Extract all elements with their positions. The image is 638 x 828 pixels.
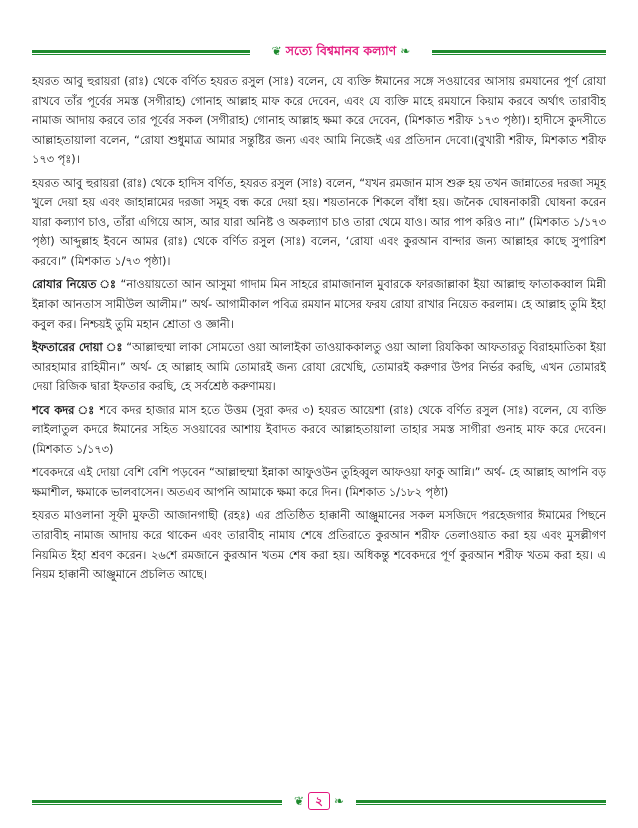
floral-ornament-left-icon: ❦ — [293, 794, 304, 808]
paragraph-1 — [32, 72, 606, 170]
fasting-intention-heading: রোযার নিয়েত ঃ — [32, 278, 117, 292]
paragraph-shab-e-qadr — [32, 401, 606, 460]
header-title-plate — [250, 41, 432, 61]
paragraph-2 — [32, 174, 606, 272]
paragraph-6 — [32, 463, 606, 502]
header-title: সত্যে বিশ্বমানব কল্যাণ — [285, 43, 397, 58]
floral-ornament-right-icon: ❧ — [334, 794, 345, 808]
paragraph-1-text: হযরত আবু হুরায়রা (রাঃ) থেকে বর্ণিত হযরত রসুল (সাঃ) বলেন, যে ব্যক্তি ঈমানের সঙ্গে সওয়াবের আসায় রমযানের পূর্ণ রোযা রাখবে তাঁর পূর্বের সমস্ত (সগীরাহ) গোনাহ আল্লাহ মাফ করে দেবেন, এবং যে ব্যক্তি মাহে রমযানে কিয়াম করবে অর্থাৎ তারাবীহ নামাজ আদায় করবে তার পূর্বের সকল (সগীরাহ) গোনাহ আল্লাহ ক্ষমা করে দেবেন, (মিশকাত শরীফ ১৭৩ পৃষ্ঠা)। হাদীসে কুদসীতে আল্লাহতায়ালা বলেন, “রোযা শুধুমাত্র আমার সন্তুষ্টির জন্য এবং আমি নিজেই এর প্রতিদান দেবো।(বুখারী শরীফ, মিশকাত শরীফ ১৭৩ পৃঃ)। — [32, 75, 606, 167]
page-number: ২ — [308, 792, 330, 810]
shab-e-qadr-heading: শবে কদর ঃ — [32, 403, 96, 417]
paragraph-7 — [32, 506, 606, 584]
header-banner — [32, 41, 606, 61]
paragraph-fasting-intention — [32, 275, 606, 334]
fasting-intention-text: “নাওয়ায়তো আন আসুমা গাদাম মিন সাহরে রামাজানাল মুবারকে ফারজাল্লাকা ইয়া আল্লাহু ফাতাকব্বাল মিন্নী ইন্নাকা আনতাস সামীউল আলীম।” অর্থ- আগামীকাল পবিত্র রমযান মাসের ফরয রোযা রাখার নিয়েত করলাম। হে আল্লাহ তুমি ইহা কবুল কর। নিশ্চয়ই তুমি মহান শ্রোতা ও জ্ঞানী। — [32, 278, 606, 331]
floral-ornament-right-icon: ❧ — [400, 44, 411, 58]
footer-page-plate — [282, 790, 356, 812]
iftar-dua-heading: ইফতারের দোয়া ঃ — [32, 341, 123, 355]
footer-banner — [32, 790, 606, 812]
paragraph-2-text: হযরত আবু হুরায়রা (রাঃ) থেকে হাদিস বর্ণিত, হযরত রসুল (সাঃ) বলেন, “যখন রমজান মাস শুরু হয় তখন জান্নাতের দরজা সমূহ খুলে দেয়া হয় এবং জাহান্নামের দরজা সমূহ বন্ধ করে দেয়া হয়। শয়তানকে শিকলে বাঁধা হয়। জনৈক ঘোষনাকারী ঘোষনা করেন যারা কল্যাণ চাও, তাঁরা এগিয়ে আস, আর যারা অনিষ্ট ও অকল্যাণ চাও তারা থেমে যাও। আর পাপ করিও না।” (মিশকাত ১/১৭৩ পৃষ্ঠা) আব্দুল্লাহ ইবনে আমর (রাঃ) থেকে বর্ণিত রসুল (সাঃ) বলেন, ‘রোযা এবং কুরআন বান্দার জন্য আল্লাহর কাছে সুপারিশ করবে।” (মিশকাত ১/৭৩ পৃষ্ঠা)। — [32, 176, 606, 268]
paragraph-7-text: হযরত মাওলানা সূফী মুফতী আজানগাছী (রহঃ) এর প্রতিষ্ঠিত হাক্কানী আঞ্জুমানের সকল মসজিদে পরহেজগার ঈমামের পিছনে তারাবীহ নামাজ আদায় করে থাকেন এবং তারাবীহ নামায শেষে প্রতিরাতে কুরআন শরীফ তেলাওয়াত করা হয় এবং মুসল্লীগণ নিয়মিত ইহা শ্রবণ করেন। ২৬শে রমজানে কুরআন খতম শেষ করা হয়। অধিকন্তু শবেকদরে পূর্ণ কুরআন শরীফ খতম করা হয়। এ নিয়ম হাক্কানী আঞ্জুমানে প্রচলিত আছে। — [32, 509, 606, 582]
iftar-dua-text: “আল্লাহুম্মা লাকা সোমতো ওয়া আলাইকা তাওয়াককালতু ওয়া আলা রিযকিকা আফতারতু বিরাহমাতিকা ইয়া আরহামার রাহিমীন।” অর্থ- হে আল্লাহ আমি তোমারই জন্য রোযা রেখেছি, তোমারই করুণার উপর নির্ভর করছি, এখন তোমারই দেয়া রিজিক দ্বারা ইফতার করছি, হে সর্বশ্রেষ্ঠ করুণাময়। — [32, 341, 606, 394]
shab-e-qadr-text: শবে কদর হাজার মাস হতে উত্তম (সুরা কদর ৩) হযরত আয়েশা (রাঃ) থেকে বর্ণিত রসুল (সাঃ) বলেন, যে ব্যক্তি লাইলাতুল কদরে ঈমানের সহিত সওয়াবের আশায় ইবাদত করবে আল্লাহতায়ালা তাহার সমস্ত সাগীরা গুনাহ মাফ করে দেবেন।(মিশকাত ১/১৭৩) — [32, 403, 606, 456]
paragraph-iftar-dua — [32, 338, 606, 397]
paragraph-6-text: শবেকদরে এই দোয়া বেশি বেশি পড়বেন “আল্লাহুম্মা ইন্নাকা আফুওউন তুহিব্বুল আফওয়া ফাকু আন্নি।” অর্থ- হে আল্লাহ আপনি বড় ক্ষমাশীল, ক্ষমাকে ভালবাসেন। অতএব আপনি আমাকে ক্ষমা করে দিন। (মিশকাত ১/১৮২ পৃষ্ঠা) — [32, 466, 606, 499]
floral-ornament-left-icon: ❦ — [271, 44, 282, 58]
article-body — [32, 72, 606, 762]
